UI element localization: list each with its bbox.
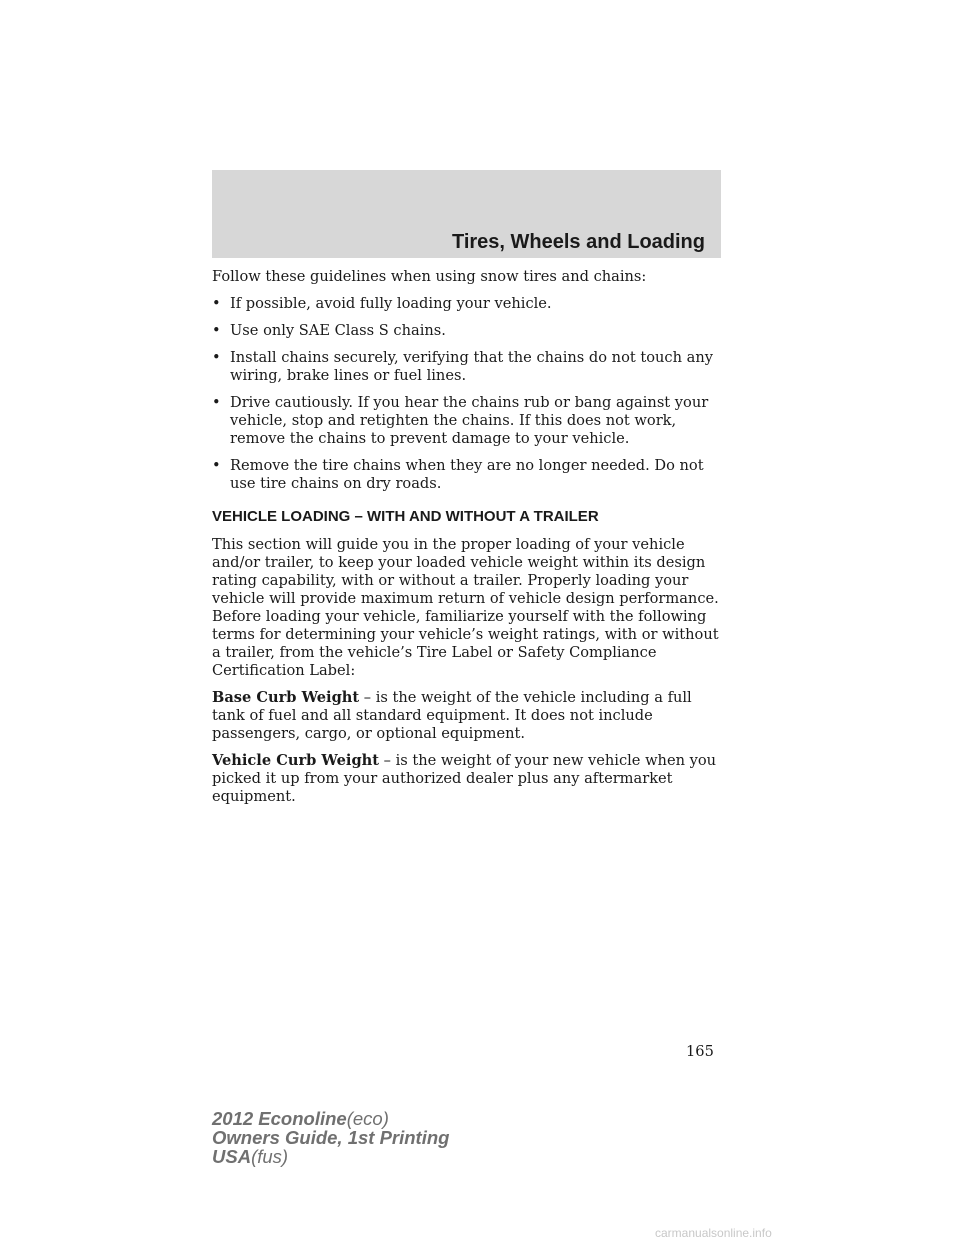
intro-paragraph: Follow these guidelines when using snow tires and chains: [212,268,647,285]
bullet-icon: • [212,295,221,312]
bullet-icon: • [212,394,221,411]
list-item [212,457,722,493]
footer-imprint [212,1109,449,1166]
header-band [212,170,721,258]
section-paragraph: This section will guide you in the proper loading of your vehicle and/or trailer, to keep your loaded vehicle weight within its design rating capability, with or without a trailer. Properly loading your vehicle will provide maximum return of vehicle design performance. Before loading your vehicle, familiarize yourself with the following terms for determining your vehicle’s weight ratings, with or without a trailer, from the vehicle’s Tire Label or Safety Compliance Certification Label: [212,536,719,679]
footer-model-code: (eco) [346,1108,389,1129]
definition-text: – is the weight of the vehicle including a full tank of fuel and all standard equipment. It does not include passengers, cargo, or optional equipment. [212,689,692,742]
definition-vehicle-curb-weight [212,752,722,806]
footer-line-market [212,1147,449,1166]
footer-market-code: (fus) [251,1146,289,1167]
definition-text: – is the weight of your new vehicle when you picked it up from your authorized dealer plus any aftermarket equipment. [212,752,717,805]
section-heading: VEHICLE LOADING – WITH AND WITHOUT A TRAILER [212,508,599,525]
bullet-icon: • [212,457,221,474]
bullet-list [212,295,722,493]
list-item-text: Drive cautiously. If you hear the chains rub or bang against your vehicle, stop and retighten the chains. If this does not work, remove the chains to prevent damage to your vehicle. [230,394,709,447]
definition-base-curb-weight [212,689,722,743]
footer-model: 2012 Econoline [212,1108,347,1129]
list-item [212,394,722,448]
page-title: Tires, Wheels and Loading [451,231,705,253]
list-item-text: Remove the tire chains when they are no longer needed. Do not use tire chains on dry roads. [230,457,704,492]
list-item-text: Install chains securely, verifying that the chains do not touch any wiring, brake lines or fuel lines. [230,349,713,384]
definition-term: Base Curb Weight [212,689,360,706]
bullet-icon: • [212,322,221,339]
watermark: carmanualsonline.info [655,1226,772,1240]
footer-printing: Owners Guide, 1st Printing [212,1127,450,1148]
bullet-icon: • [212,349,221,366]
footer-line-model [212,1109,449,1128]
list-item [212,349,722,385]
page-number: 165 [686,1043,714,1060]
list-item [212,322,722,340]
list-item-text: Use only SAE Class S chains. [230,322,446,339]
list-item [212,295,722,313]
list-item-text: If possible, avoid fully loading your vehicle. [230,295,552,312]
definition-term: Vehicle Curb Weight [212,752,380,769]
footer-market: USA [212,1146,252,1167]
page-content [212,268,722,815]
